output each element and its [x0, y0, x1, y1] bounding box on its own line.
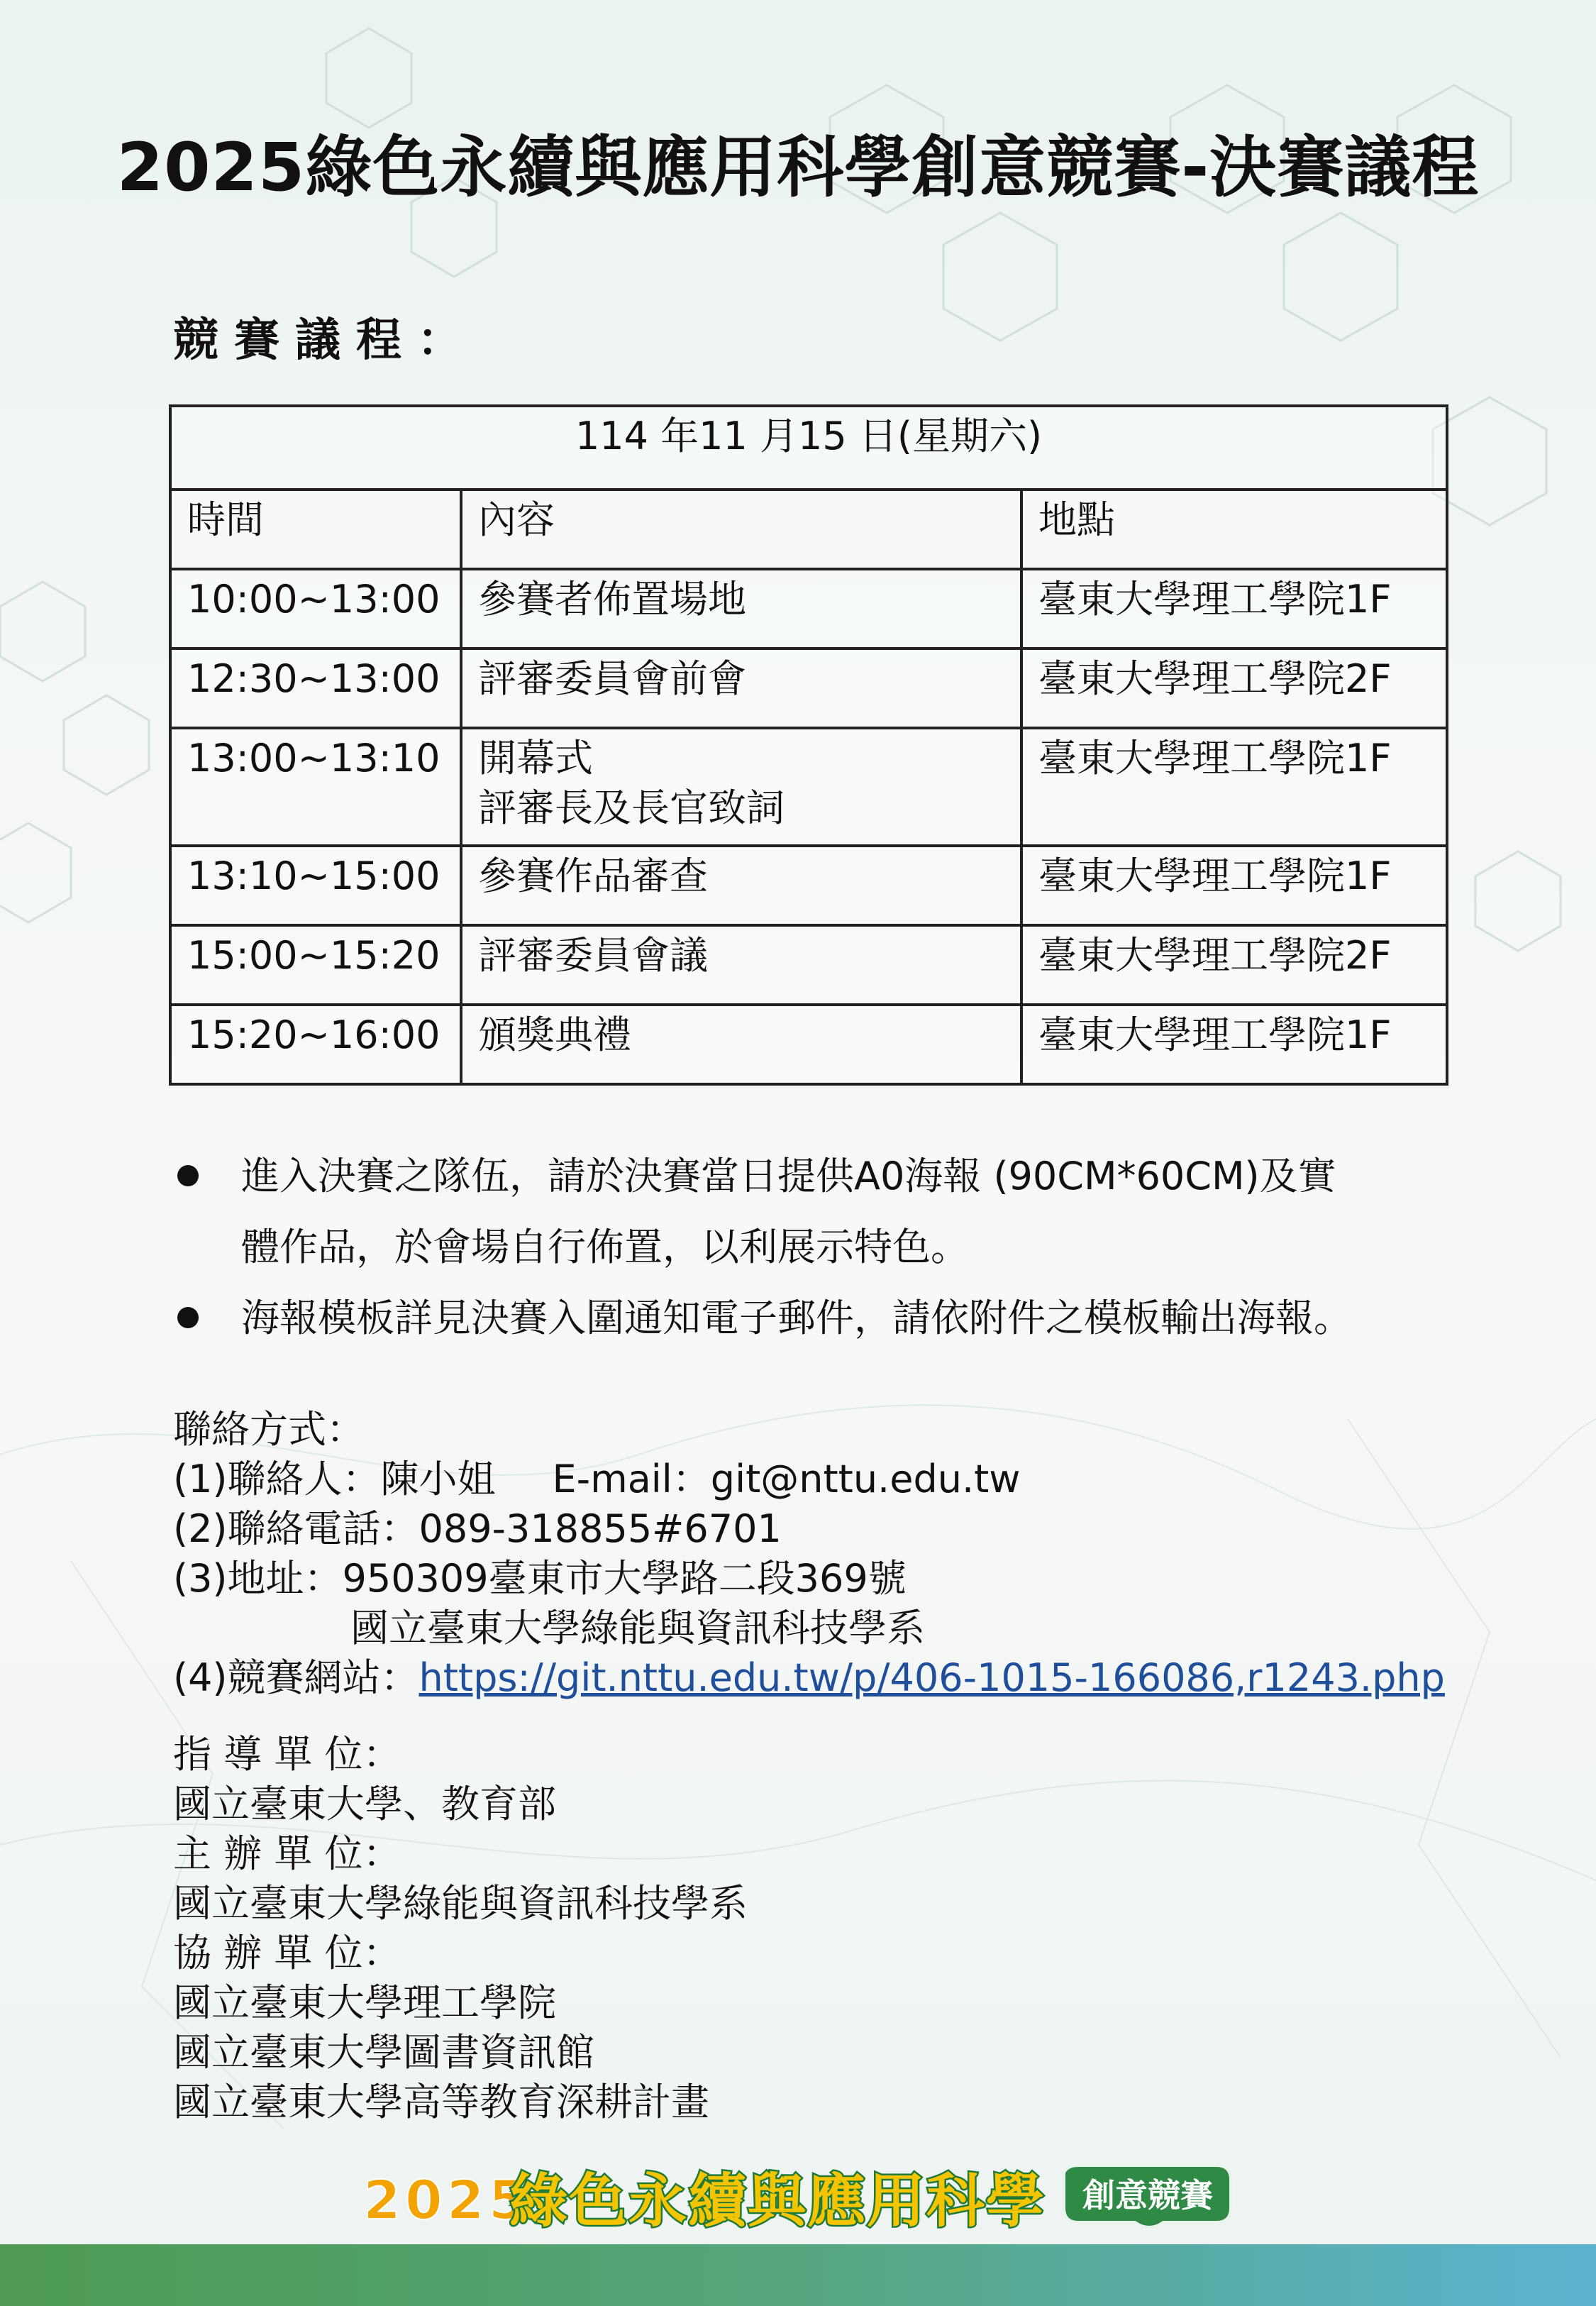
- bullet-icon: [177, 1307, 199, 1328]
- row-content: 評審委員會議: [461, 925, 1021, 1005]
- row-location: 臺東大學理工學院1F: [1021, 569, 1447, 649]
- schedule-table: [169, 404, 1448, 1086]
- header-content: 內容: [461, 490, 1021, 569]
- row-time: 15:00~15:20: [170, 925, 461, 1005]
- table-row: [170, 728, 1447, 846]
- host-label: 主 辦 單 位：: [173, 1831, 401, 1876]
- contact-email: E-mail：git@nttu.edu.tw: [552, 1457, 1021, 1501]
- row-location: 臺東大學理工學院2F: [1021, 649, 1447, 728]
- row-time: 13:00~13:10: [170, 728, 461, 846]
- contact-website-line: [173, 1653, 1445, 1703]
- table-row: [170, 925, 1447, 1005]
- row-content: [461, 728, 1021, 846]
- contact-person: (1)聯絡人：陳小姐: [173, 1457, 496, 1501]
- table-row: [170, 569, 1447, 649]
- bullet-icon: [177, 1165, 199, 1186]
- co-label: 協 辦 單 位：: [173, 1931, 401, 1975]
- competition-logo: [0, 2157, 1596, 2235]
- table-row: [170, 846, 1447, 925]
- note-line: 進入決賽之隊伍，請於決賽當日提供A0海報 (90CM*60CM)及實: [241, 1154, 1336, 1198]
- row-time: 15:20~16:00: [170, 1005, 461, 1084]
- website-label: (4)競賽網站：: [173, 1655, 419, 1700]
- co-unit: 國立臺東大學圖書資訊館: [173, 2030, 594, 2075]
- page-title: 2025綠色永續與應用科學創意競賽-決賽議程: [116, 129, 1480, 206]
- row-time: 12:30~13:00: [170, 649, 461, 728]
- note-line: 海報模板詳見決賽入圍通知電子郵件，請依附件之模板輸出海報。: [241, 1296, 1352, 1340]
- row-location: 臺東大學理工學院2F: [1021, 925, 1447, 1005]
- schedule-date-row: [170, 406, 1447, 490]
- contact-address: (3)地址：950309臺東市大學路二段369號: [173, 1556, 907, 1601]
- website-link[interactable]: https://git.nttu.edu.tw/p/406-1015-166086,r1243.php: [419, 1655, 1445, 1700]
- co-unit: 國立臺東大學高等教育深耕計畫: [173, 2080, 709, 2124]
- row-content: 評審委員會前會: [461, 649, 1021, 728]
- row-location: 臺東大學理工學院1F: [1021, 728, 1447, 846]
- contact-phone: (2)聯絡電話：089-318855#6701: [173, 1506, 782, 1551]
- note-item: [173, 1141, 1450, 1283]
- row-location: 臺東大學理工學院1F: [1021, 846, 1447, 925]
- logo-name: 綠色永續與應用科學: [509, 2168, 1046, 2235]
- footer-bar: [0, 2244, 1596, 2306]
- row-location: 臺東大學理工學院1F: [1021, 1005, 1447, 1084]
- note-line: 體作品，於會場自行佈置，以利展示特色。: [241, 1225, 969, 1269]
- guide-label: 指 導 單 位：: [173, 1732, 401, 1777]
- contact-address-line2: 國立臺東大學綠能與資訊科技學系: [350, 1606, 925, 1650]
- organizer-units: [173, 1730, 748, 2127]
- host-unit: 國立臺東大學綠能與資訊科技學系: [173, 1881, 748, 1926]
- logo-badge-text: 創意競賽: [1082, 2176, 1213, 2214]
- contact-heading: 聯絡方式：: [173, 1407, 365, 1452]
- table-row: [170, 1005, 1447, 1084]
- logo-year: 2025: [363, 2168, 531, 2231]
- header-time: 時間: [170, 490, 461, 569]
- schedule-header-row: [170, 490, 1447, 569]
- logo-badge: [1064, 2166, 1231, 2227]
- section-heading: 競賽議程：: [173, 314, 478, 367]
- row-content-line: 開幕式: [478, 736, 593, 780]
- notes-list: [173, 1141, 1450, 1354]
- row-content: 參賽作品審查: [461, 846, 1021, 925]
- row-time: 13:10~15:00: [170, 846, 461, 925]
- schedule-date: 114 年11 月15 日(星期六): [170, 406, 1447, 490]
- guide-unit: 國立臺東大學、教育部: [173, 1782, 556, 1826]
- contact-info: [173, 1405, 1445, 1703]
- table-row: [170, 649, 1447, 728]
- row-content: 參賽者佈置場地: [461, 569, 1021, 649]
- row-content-line: 評審長及長官致詞: [478, 785, 785, 830]
- row-time: 10:00~13:00: [170, 569, 461, 649]
- header-location: 地點: [1021, 490, 1447, 569]
- note-item: [173, 1283, 1450, 1354]
- row-content: 頒獎典禮: [461, 1005, 1021, 1084]
- contact-person-line: [173, 1455, 1445, 1504]
- co-unit: 國立臺東大學理工學院: [173, 1980, 556, 2025]
